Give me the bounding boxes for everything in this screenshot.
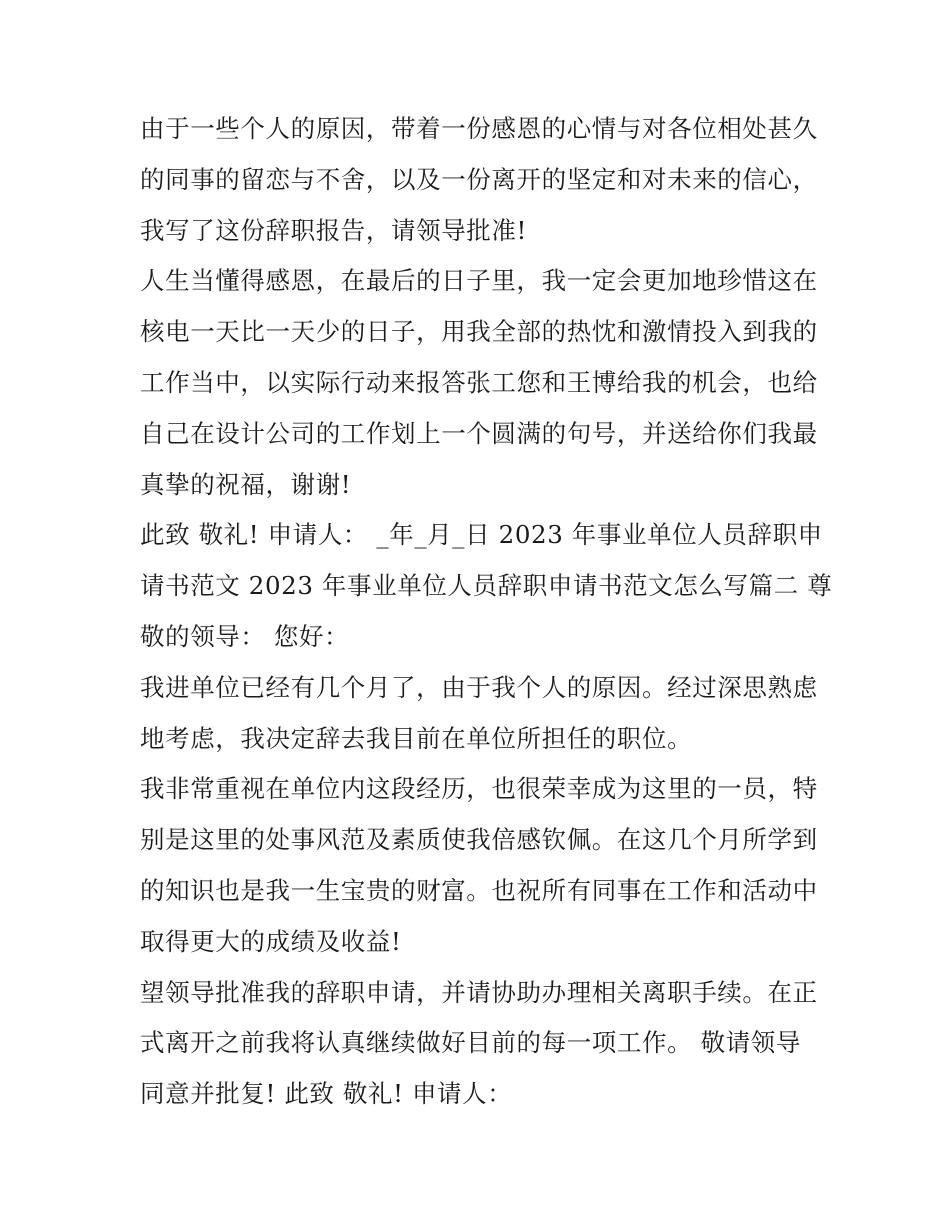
text-line: 同意并批复! 此致 敬礼! 申请人： [140,1079,513,1109]
paragraph-gratitude-intro [140,104,816,256]
text-line: 人生当懂得感恩，在最后的日子里，我一定会更加地珍惜这在 [140,266,818,296]
text-line: 取得更大的成绩及收益! [140,926,402,956]
paragraph-reason [140,663,816,765]
text-line: 自己在设计公司的工作划上一个圆满的句号，并送给你们我最 [140,418,818,448]
paragraph-request [140,968,816,1120]
paragraph-gratitude-closing [140,256,816,510]
paragraph-experience [140,764,816,967]
text-line: 的知识也是我一生宝贵的财富。也祝所有同事在工作和活动中 [140,875,818,905]
text-line: 我非常重视在单位内这段经历，也很荣幸成为这里的一员，特 [140,774,818,804]
text-line: 工作当中，以实际行动来报答张工您和王博给我的机会，也给 [140,367,818,397]
text-line: 敬的领导： 您好： [140,621,350,651]
text-line: 真挚的祝福，谢谢! [140,469,352,499]
paragraph-signoff-and-heading [140,510,833,662]
text-line: 此致 敬礼! 申请人： _年_月_日 2023 年事业单位人员辞职申 [140,520,823,550]
text-line: 我写了这份辞职报告，请领导批准! [140,215,527,245]
text-line: 核电一天比一天少的日子，用我全部的热忱和激情投入到我的 [140,317,818,347]
text-line: 我进单位已经有几个月了，由于我个人的原因。经过深思熟虑 [140,672,818,702]
text-line: 的同事的留恋与不舍，以及一份离开的坚定和对未来的信心， [140,164,818,194]
text-line: 式离开之前我将认真继续做好目前的每一项工作。 敬请领导 [140,1028,801,1058]
text-line: 别是这里的处事风范及素质使我倍感钦佩。在这几个月所学到 [140,825,818,855]
text-line: 地考虑，我决定辞去我目前在单位所担任的职位。 [140,723,693,753]
text-line: 由于一些个人的原因，带着一份感恩的心情与对各位相处甚久 [140,114,818,143]
text-line: 请书范文 2023 年事业单位人员辞职申请书范文怎么写篇二 尊 [140,571,833,601]
document-body [140,104,833,1120]
text-line: 望领导批准我的辞职申请，并请协助办理相关离职手续。在正 [140,977,818,1007]
